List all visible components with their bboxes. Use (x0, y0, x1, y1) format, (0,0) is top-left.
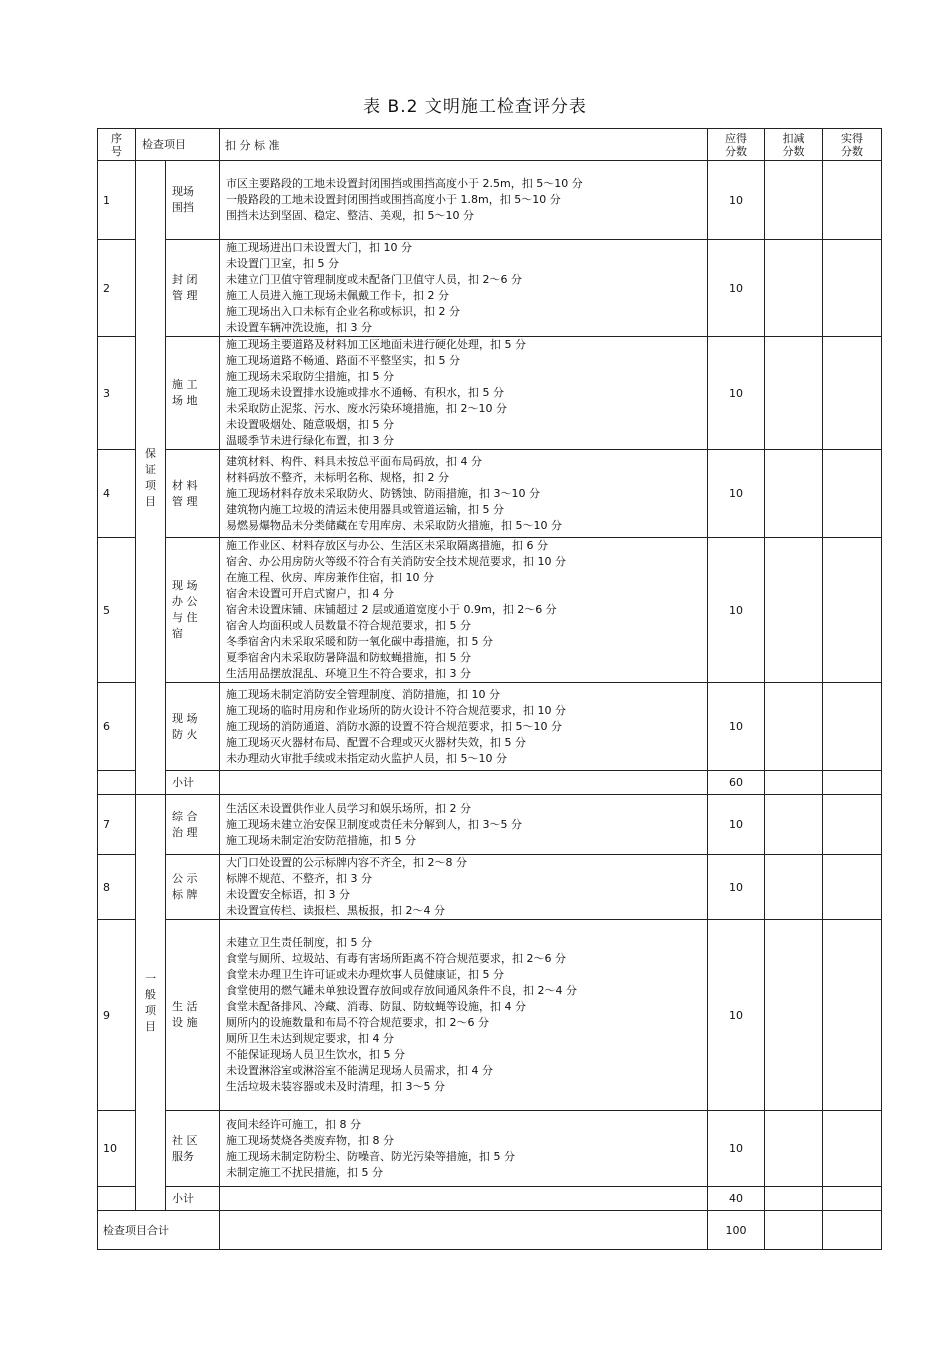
row-number: 9 (98, 920, 136, 1111)
total-row (98, 1211, 882, 1250)
row-number: 8 (98, 855, 136, 920)
table-row (98, 920, 882, 1111)
header-row (98, 129, 882, 161)
row-number-empty (98, 771, 136, 795)
document-title: 表 B.2 文明施工检查评分表 (363, 97, 587, 117)
row-due-score: 10 (708, 337, 765, 450)
subtotal-row (98, 771, 882, 795)
subtotal-deduct-score[interactable] (765, 1187, 823, 1211)
row-criteria: 夜间未经许可施工，扣 8 分 施工现场焚烧各类废弃物，扣 8 分 施工现场未制定防粉尘、防噪音、防光污染等措施，扣 5 分 未制定施工不扰民措施，扣 5 分 (220, 1111, 708, 1187)
header-actual-score: 实得 分数 (823, 129, 882, 161)
row-item: 现 场 办 公 与 住 宿 (166, 538, 220, 683)
row-deduct-score[interactable] (765, 240, 823, 337)
table-row (98, 683, 882, 771)
total-actual-score[interactable] (823, 1211, 882, 1250)
row-due-score: 10 (708, 795, 765, 855)
group-label-general: 一般项目 (136, 795, 166, 1211)
row-item: 施 工 场 地 (166, 337, 220, 450)
row-due-score: 10 (708, 240, 765, 337)
row-deduct-score[interactable] (765, 683, 823, 771)
row-deduct-score[interactable] (765, 538, 823, 683)
row-actual-score[interactable] (823, 450, 882, 538)
row-criteria: 施工现场主要道路及材料加工区地面未进行硬化处理，扣 5 分 施工现场道路不畅通、路面不平整坚实，扣 5 分 施工现场未采取防尘措施，扣 5 分 施工现场未设置排水设施或排水不通畅、有积水，扣 5 分 未采取防止泥浆、污水、废水污染环境措施，扣 2～10 分 未设置吸烟处、随意吸烟，扣 5 分 温暖季节未进行绿化布置，扣 3 分 (220, 337, 708, 450)
row-due-score: 10 (708, 450, 765, 538)
row-number: 5 (98, 538, 136, 683)
table-row (98, 240, 882, 337)
row-number: 6 (98, 683, 136, 771)
header-item: 检查项目 (136, 129, 220, 161)
header-deduct-score: 扣减 分数 (765, 129, 823, 161)
row-deduct-score[interactable] (765, 920, 823, 1111)
row-criteria: 生活区未设置供作业人员学习和娱乐场所，扣 2 分 施工现场未建立治安保卫制度或责任未分解到人，扣 3～5 分 施工现场未制定治安防范措施，扣 5 分 (220, 795, 708, 855)
row-number: 3 (98, 337, 136, 450)
table-row (98, 538, 882, 683)
subtotal-score: 40 (708, 1187, 765, 1211)
subtotal-row (98, 1187, 882, 1211)
row-actual-score[interactable] (823, 855, 882, 920)
row-criteria: 建筑材料、构件、料具未按总平面布局码放，扣 4 分 材料码放不整齐，未标明名称、规格，扣 2 分 施工现场材料存放未采取防火、防锈蚀、防雨措施，扣 3～10 分 建筑物内施工垃圾的清运未使用器具或管道运输，扣 5 分 易燃易爆物品未分类储藏在专用库房、未采取防火措施，扣 5～10 分 (220, 450, 708, 538)
row-number-empty (98, 1187, 136, 1211)
subtotal-label: 小计 (166, 1187, 220, 1211)
subtotal-actual-score[interactable] (823, 1187, 882, 1211)
row-criteria: 施工作业区、材料存放区与办公、生活区未采取隔离措施，扣 6 分 宿舍、办公用房防火等级不符合有关消防安全技术规范要求，扣 10 分 在施工程、伙房、库房兼作住宿，扣 10 分 宿舍未设置可开启式窗户，扣 4 分 宿舍未设置床铺、床铺超过 2 层或通道宽度小于 0.9m，扣 2～6 分 宿舍人均面积或人员数量不符合规范要求，扣 5 分 冬季宿舍内未采取采暖和防一氧化碳中毒措施，扣 5 分 夏季宿舍内未采取防暑降温和防蚊蝇措施，扣 5 分 生活用品摆放混乱、环境卫生不符合要求，扣 3 分 (220, 538, 708, 683)
row-due-score: 10 (708, 683, 765, 771)
row-deduct-score[interactable] (765, 337, 823, 450)
total-score: 100 (708, 1211, 765, 1250)
row-deduct-score[interactable] (765, 161, 823, 240)
table-row (98, 161, 882, 240)
row-criteria: 大门口处设置的公示标牌内容不齐全，扣 2～8 分 标牌不规范、不整齐，扣 3 分 未设置安全标语，扣 3 分 未设置宣传栏、读报栏、黑板报，扣 2～4 分 (220, 855, 708, 920)
row-item: 生 活 设 施 (166, 920, 220, 1111)
row-actual-score[interactable] (823, 920, 882, 1111)
row-actual-score[interactable] (823, 683, 882, 771)
row-due-score: 10 (708, 920, 765, 1111)
row-number: 10 (98, 1111, 136, 1187)
subtotal-score: 60 (708, 771, 765, 795)
table-row (98, 1111, 882, 1187)
row-criteria: 施工现场未制定消防安全管理制度、消防措施，扣 10 分 施工现场的临时用房和作业场所的防火设计不符合规范要求，扣 10 分 施工现场的消防通道、消防水源的设置不符合规范要求，扣 5～10 分 施工现场灭火器材布局、配置不合理或灭火器材失效，扣 5 分 未办理动火审批手续或未指定动火监护人员，扣 5～10 分 (220, 683, 708, 771)
row-item: 综 合 治 理 (166, 795, 220, 855)
subtotal-criteria-empty (220, 1187, 708, 1211)
row-actual-score[interactable] (823, 337, 882, 450)
row-actual-score[interactable] (823, 1111, 882, 1187)
subtotal-actual-score[interactable] (823, 771, 882, 795)
row-number: 4 (98, 450, 136, 538)
row-due-score: 10 (708, 855, 765, 920)
row-criteria: 施工现场进出口未设置大门，扣 10 分 未设置门卫室，扣 5 分 未建立门卫值守管理制度或未配备门卫值守人员，扣 2～6 分 施工人员进入施工现场未佩戴工作卡，扣 2 分 施工现场出入口未标有企业名称或标识，扣 2 分 未设置车辆冲洗设施，扣 3 分 (220, 240, 708, 337)
row-item: 封 闭 管 理 (166, 240, 220, 337)
subtotal-label: 小计 (166, 771, 220, 795)
header-due-score: 应得 分数 (708, 129, 765, 161)
row-actual-score[interactable] (823, 240, 882, 337)
row-deduct-score[interactable] (765, 1111, 823, 1187)
table-row (98, 450, 882, 538)
row-item: 材 料 管 理 (166, 450, 220, 538)
row-item: 社 区 服务 (166, 1111, 220, 1187)
row-item: 现场 围挡 (166, 161, 220, 240)
row-item: 公 示 标 牌 (166, 855, 220, 920)
total-deduct-score[interactable] (765, 1211, 823, 1250)
row-number: 2 (98, 240, 136, 337)
table-row (98, 337, 882, 450)
row-due-score: 10 (708, 161, 765, 240)
row-criteria: 未建立卫生责任制度，扣 5 分 食堂与厕所、垃圾站、有毒有害场所距离不符合规范要求，扣 2～6 分 食堂未办理卫生许可证或未办理炊事人员健康证，扣 5 分 食堂使用的燃气罐未单独设置存放间或存放间通风条件不良，扣 2～4 分 食堂未配备排风、冷藏、消毒、防鼠、防蚊蝇等设施，扣 4 分 厕所内的设施数量和布局不符合规范要求，扣 2～6 分 厕所卫生未达到规定要求，扣 4 分 不能保证现场人员卫生饮水，扣 5 分 未设置淋浴室或淋浴室不能满足现场人员需求，扣 4 分 生活垃圾未装容器或未及时清理，扣 3～5 分 (220, 920, 708, 1111)
total-criteria-empty (220, 1211, 708, 1250)
table-row (98, 855, 882, 920)
row-due-score: 10 (708, 1111, 765, 1187)
row-actual-score[interactable] (823, 538, 882, 683)
table-row (98, 795, 882, 855)
row-due-score: 10 (708, 538, 765, 683)
row-item: 现 场 防 火 (166, 683, 220, 771)
row-deduct-score[interactable] (765, 855, 823, 920)
row-deduct-score[interactable] (765, 795, 823, 855)
header-seq: 序 号 (98, 129, 136, 161)
row-actual-score[interactable] (823, 161, 882, 240)
row-actual-score[interactable] (823, 795, 882, 855)
row-deduct-score[interactable] (765, 450, 823, 538)
row-number: 7 (98, 795, 136, 855)
row-criteria: 市区主要路段的工地未设置封闭围挡或围挡高度小于 2.5m，扣 5～10 分 一般路段的工地未设置封闭围挡或围挡高度小于 1.8m，扣 5～10 分 围挡未达到坚固、稳定、整洁、美观，扣 5～10 分 (220, 161, 708, 240)
header-criteria: 扣 分 标 准 (220, 129, 708, 161)
inspection-score-table (97, 128, 882, 1250)
total-label: 检查项目合计 (98, 1211, 220, 1250)
subtotal-deduct-score[interactable] (765, 771, 823, 795)
row-number: 1 (98, 161, 136, 240)
subtotal-criteria-empty (220, 771, 708, 795)
group-label-guarantee: 保证项目 (136, 161, 166, 795)
